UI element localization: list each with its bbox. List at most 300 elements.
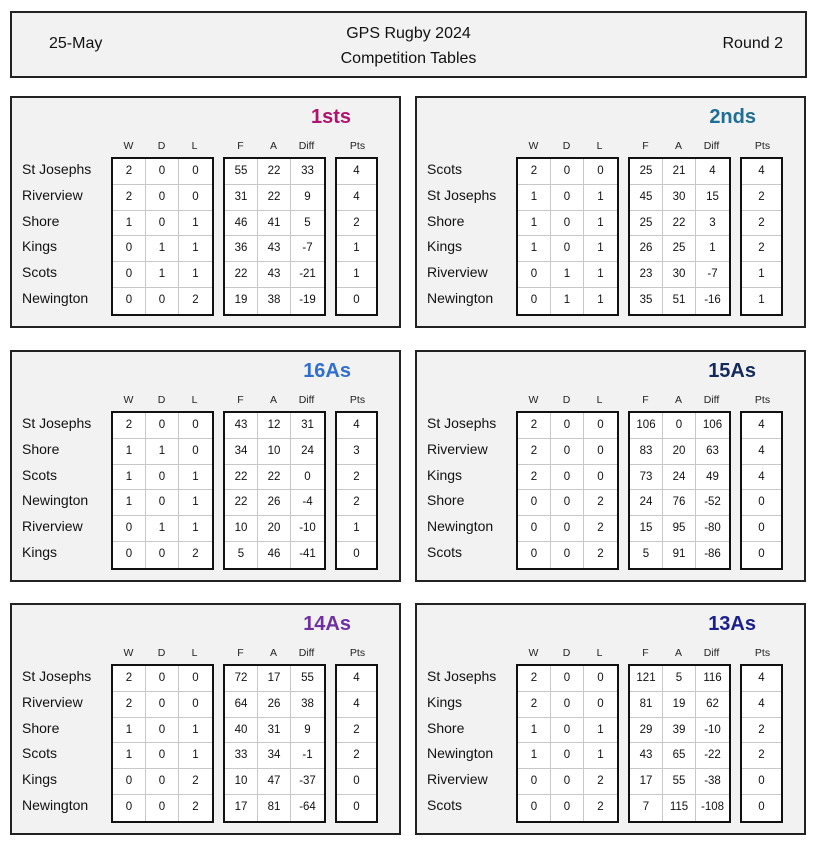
column-header-l: L <box>191 647 198 659</box>
column-header-f: F <box>237 394 244 406</box>
team-name: Kings <box>22 238 58 255</box>
cell-f: 17 <box>225 795 258 821</box>
cell-d: 0 <box>146 718 179 744</box>
column-header-d: D <box>157 394 166 406</box>
team-name: Scots <box>427 543 463 560</box>
cell-pts: 4 <box>742 413 781 439</box>
cell-f: 40 <box>225 718 258 744</box>
team-name: Scots <box>22 466 58 483</box>
column-header-d: D <box>157 140 166 152</box>
score-group <box>223 411 326 570</box>
cell-l: 1 <box>179 718 212 744</box>
cell-w: 2 <box>518 465 551 491</box>
cell-d: 0 <box>146 288 179 314</box>
cell-diff: -10 <box>696 718 729 744</box>
cell-f: 10 <box>225 769 258 795</box>
cell-pts: 4 <box>337 692 376 718</box>
cell-w: 0 <box>518 542 551 568</box>
cell-w: 1 <box>518 718 551 744</box>
cell-pts: 4 <box>337 185 376 211</box>
cell-f: 22 <box>225 465 258 491</box>
cell-a: 38 <box>258 288 291 314</box>
cell-w: 0 <box>518 288 551 314</box>
score-group <box>628 664 731 823</box>
cell-pts: 4 <box>742 465 781 491</box>
cell-pts: 2 <box>742 743 781 769</box>
cell-f: 43 <box>225 413 258 439</box>
cell-w: 0 <box>113 795 146 821</box>
cell-a: 10 <box>258 439 291 465</box>
cell-d: 0 <box>146 465 179 491</box>
cell-w: 0 <box>113 542 146 568</box>
cell-w: 0 <box>113 288 146 314</box>
team-names <box>22 157 91 312</box>
cell-f: 55 <box>225 159 258 185</box>
column-header-a: A <box>269 394 277 406</box>
cell-pts: 2 <box>337 211 376 237</box>
team-name: Scots <box>427 161 463 177</box>
column-header-a: A <box>674 394 682 406</box>
team-names <box>427 664 496 819</box>
team-name: Shore <box>22 440 60 457</box>
cell-d: 0 <box>146 211 179 237</box>
column-header-diff: Diff <box>703 394 720 406</box>
cell-pts: 2 <box>337 718 376 744</box>
cell-f: 7 <box>630 795 663 821</box>
team-names <box>427 411 496 566</box>
cell-l: 2 <box>584 490 617 516</box>
column-header-diff: Diff <box>298 647 315 659</box>
cell-a: 20 <box>258 516 291 542</box>
cell-l: 2 <box>179 769 212 795</box>
cell-l: 1 <box>597 293 604 306</box>
cell-diff: -16 <box>704 293 721 306</box>
cell-d: 0 <box>146 692 179 718</box>
cell-f: 35 <box>630 288 663 314</box>
cell-w: 2 <box>518 439 551 465</box>
cell-diff: 5 <box>291 211 324 237</box>
cell-pts: 2 <box>742 211 781 237</box>
cell-diff: -86 <box>704 547 721 560</box>
cell-l: 1 <box>584 743 617 769</box>
points-group <box>335 411 378 570</box>
team-names <box>427 157 496 312</box>
cell-d: 0 <box>146 743 179 769</box>
cell-diff: -4 <box>291 490 324 516</box>
cell-diff: 49 <box>696 465 729 491</box>
team-name: Kings <box>427 466 463 483</box>
cell-pts: 0 <box>353 547 360 560</box>
column-header-diff: Diff <box>703 647 720 659</box>
cell-diff: -80 <box>696 516 729 542</box>
cell-diff: -1 <box>291 743 324 769</box>
cell-pts: 0 <box>742 769 781 795</box>
cell-pts: 0 <box>758 547 765 560</box>
cell-w: 2 <box>518 159 551 185</box>
cell-pts: 0 <box>353 293 360 306</box>
cell-d: 0 <box>146 795 179 821</box>
team-name: St Josephs <box>22 668 92 684</box>
cell-f: 45 <box>630 185 663 211</box>
cell-pts: 4 <box>337 413 376 439</box>
cell-d: 0 <box>551 743 584 769</box>
cell-a: 19 <box>663 692 696 718</box>
cell-a: 47 <box>258 769 291 795</box>
cell-l: 2 <box>597 547 604 560</box>
cell-l: 0 <box>584 159 617 185</box>
cell-f: 34 <box>225 439 258 465</box>
cell-diff: -52 <box>696 490 729 516</box>
cell-d: 0 <box>551 769 584 795</box>
score-group <box>223 157 326 316</box>
column-header-f: F <box>642 140 649 152</box>
points-group <box>740 157 783 316</box>
cell-f: 24 <box>630 490 663 516</box>
cell-w: 1 <box>113 718 146 744</box>
cell-a: 0 <box>663 413 696 439</box>
team-name: Riverview <box>427 440 488 457</box>
team-name: Kings <box>22 771 58 788</box>
cell-d: 0 <box>551 795 584 821</box>
cell-d: 0 <box>146 542 179 568</box>
cell-l: 1 <box>179 490 212 516</box>
cell-w: 1 <box>518 743 551 769</box>
cell-f: 10 <box>225 516 258 542</box>
cell-d: 0 <box>551 439 584 465</box>
cell-w: 0 <box>113 516 146 542</box>
cell-f: 5 <box>630 542 663 568</box>
team-name: Newington <box>427 518 494 535</box>
cell-w: 2 <box>113 666 146 692</box>
column-header-w: W <box>528 394 539 406</box>
cell-d: 0 <box>146 185 179 211</box>
cell-w: 1 <box>113 211 146 237</box>
column-header-w: W <box>123 394 134 406</box>
cell-pts: 4 <box>742 666 781 692</box>
cell-w: 1 <box>518 211 551 237</box>
cell-f: 25 <box>630 159 663 185</box>
column-header-l: L <box>596 140 603 152</box>
column-header-d: D <box>562 647 571 659</box>
cell-l: 0 <box>584 439 617 465</box>
cell-diff: -19 <box>299 293 316 306</box>
cell-f: 25 <box>630 211 663 237</box>
cell-w: 2 <box>113 159 146 185</box>
column-header-f: F <box>642 647 649 659</box>
column-header-w: W <box>123 647 134 659</box>
page-header <box>10 11 807 78</box>
cell-f: 36 <box>225 236 258 262</box>
cell-diff: 106 <box>696 413 729 439</box>
cell-w: 1 <box>113 743 146 769</box>
cell-pts: 4 <box>742 692 781 718</box>
cell-d: 0 <box>551 236 584 262</box>
table-panel-4 <box>10 603 401 835</box>
cell-pts: 4 <box>337 666 376 692</box>
cell-w: 0 <box>518 262 551 288</box>
cell-a: 43 <box>258 262 291 288</box>
table-panel-5 <box>415 603 806 835</box>
cell-l: 1 <box>584 211 617 237</box>
cell-diff: -37 <box>291 769 324 795</box>
column-header-d: D <box>562 140 571 152</box>
column-header-a: A <box>269 140 277 152</box>
column-header-a: A <box>674 140 682 152</box>
cell-pts: 0 <box>742 490 781 516</box>
cell-d: 0 <box>551 159 584 185</box>
cell-a: 22 <box>258 159 291 185</box>
cell-l: 2 <box>192 800 199 813</box>
cell-diff: 31 <box>291 413 324 439</box>
cell-w: 1 <box>518 236 551 262</box>
cell-l: 1 <box>584 236 617 262</box>
cell-l: 0 <box>179 185 212 211</box>
cell-pts: 4 <box>742 159 781 185</box>
cell-l: 1 <box>584 185 617 211</box>
cell-l: 0 <box>179 666 212 692</box>
column-header-pts: Pts <box>349 140 366 152</box>
cell-d: 0 <box>146 159 179 185</box>
column-header-w: W <box>528 647 539 659</box>
team-names <box>22 411 91 566</box>
cell-w: 0 <box>113 769 146 795</box>
cell-d: 0 <box>551 490 584 516</box>
column-header-w: W <box>123 140 134 152</box>
cell-f: 46 <box>225 211 258 237</box>
cell-l: 0 <box>584 465 617 491</box>
team-names <box>22 664 91 819</box>
cell-a: 25 <box>663 236 696 262</box>
cell-a: 76 <box>663 490 696 516</box>
cell-d: 1 <box>146 262 179 288</box>
team-name: Scots <box>22 264 58 281</box>
cell-pts: 4 <box>742 439 781 465</box>
cell-l: 1 <box>584 262 617 288</box>
cell-w: 2 <box>113 413 146 439</box>
cell-a: 51 <box>663 288 696 314</box>
cell-a: 17 <box>258 666 291 692</box>
cell-d: 0 <box>551 516 584 542</box>
team-name: St Josephs <box>427 186 497 203</box>
team-name: Scots <box>427 796 463 813</box>
record-group <box>516 411 619 570</box>
cell-pts: 2 <box>337 465 376 491</box>
column-header-pts: Pts <box>754 394 771 406</box>
cell-pts: 1 <box>742 262 781 288</box>
cell-f: 23 <box>630 262 663 288</box>
column-header-w: W <box>528 140 539 152</box>
cell-diff: 4 <box>696 159 729 185</box>
cell-a: 22 <box>258 185 291 211</box>
cell-l: 1 <box>179 465 212 491</box>
team-name: Riverview <box>427 771 488 788</box>
cell-f: 64 <box>225 692 258 718</box>
cell-w: 1 <box>113 465 146 491</box>
cell-pts: 2 <box>742 185 781 211</box>
team-name: St Josephs <box>22 415 92 431</box>
table-title: 16As <box>303 360 351 382</box>
cell-diff: -108 <box>700 800 725 813</box>
cell-f: 31 <box>225 185 258 211</box>
cell-pts: 0 <box>353 800 360 813</box>
score-group <box>628 411 731 570</box>
table-title: 14As <box>303 613 351 635</box>
column-header-diff: Diff <box>298 140 315 152</box>
column-header-l: L <box>596 647 603 659</box>
cell-l: 1 <box>179 262 212 288</box>
cell-a: 26 <box>258 692 291 718</box>
cell-d: 0 <box>551 692 584 718</box>
cell-a: 30 <box>663 185 696 211</box>
cell-diff: -64 <box>299 800 316 813</box>
team-name: Scots <box>22 745 58 762</box>
cell-pts: 0 <box>742 516 781 542</box>
cell-w: 2 <box>518 413 551 439</box>
cell-l: 0 <box>584 692 617 718</box>
cell-l: 2 <box>192 547 199 560</box>
cell-d: 1 <box>146 516 179 542</box>
cell-diff: 24 <box>291 439 324 465</box>
cell-l: 0 <box>179 692 212 718</box>
column-header-f: F <box>237 140 244 152</box>
cell-a: 20 <box>663 439 696 465</box>
cell-pts: 3 <box>337 439 376 465</box>
cell-diff: 55 <box>291 666 324 692</box>
cell-l: 0 <box>584 666 617 692</box>
column-header-pts: Pts <box>754 140 771 152</box>
cell-w: 1 <box>113 490 146 516</box>
record-group <box>111 411 214 570</box>
cell-diff: 9 <box>291 718 324 744</box>
cell-f: 33 <box>225 743 258 769</box>
cell-f: 106 <box>630 413 663 439</box>
team-name: Shore <box>427 492 465 509</box>
cell-diff: 62 <box>696 692 729 718</box>
table-panel-3 <box>415 350 806 582</box>
cell-diff: -41 <box>299 547 316 560</box>
cell-w: 2 <box>518 692 551 718</box>
team-name: Shore <box>22 212 60 229</box>
cell-a: 21 <box>663 159 696 185</box>
team-name: Kings <box>427 238 463 255</box>
cell-diff: 15 <box>696 185 729 211</box>
team-name: Riverview <box>22 518 83 535</box>
cell-pts: 0 <box>337 769 376 795</box>
cell-w: 0 <box>518 795 551 821</box>
cell-d: 1 <box>146 236 179 262</box>
page-title <box>12 21 805 71</box>
table-panel-1 <box>415 96 806 328</box>
team-name: Riverview <box>22 186 83 203</box>
cell-l: 0 <box>179 439 212 465</box>
cell-w: 0 <box>113 236 146 262</box>
cell-w: 1 <box>518 185 551 211</box>
cell-f: 72 <box>225 666 258 692</box>
cell-a: 5 <box>663 666 696 692</box>
cell-a: 24 <box>663 465 696 491</box>
cell-f: 26 <box>630 236 663 262</box>
cell-diff: -21 <box>291 262 324 288</box>
cell-pts: 2 <box>337 743 376 769</box>
cell-a: 12 <box>258 413 291 439</box>
cell-d: 0 <box>551 413 584 439</box>
cell-diff: -22 <box>696 743 729 769</box>
cell-l: 2 <box>597 800 604 813</box>
cell-diff: 9 <box>291 185 324 211</box>
cell-l: 0 <box>179 413 212 439</box>
points-group <box>740 664 783 823</box>
column-header-pts: Pts <box>349 394 366 406</box>
cell-a: 39 <box>663 718 696 744</box>
cell-d: 1 <box>551 288 584 314</box>
title-line-2: Competition Tables <box>340 50 477 67</box>
cell-w: 0 <box>113 262 146 288</box>
team-name: Shore <box>427 719 465 736</box>
cell-f: 81 <box>630 692 663 718</box>
column-header-a: A <box>269 647 277 659</box>
column-header-pts: Pts <box>754 647 771 659</box>
cell-l: 2 <box>584 516 617 542</box>
cell-w: 0 <box>518 490 551 516</box>
cell-w: 2 <box>113 692 146 718</box>
team-name: Riverview <box>427 264 488 281</box>
cell-diff: 63 <box>696 439 729 465</box>
column-header-l: L <box>191 140 198 152</box>
cell-f: 5 <box>225 542 258 568</box>
team-name: Kings <box>427 693 463 710</box>
cell-diff: 38 <box>291 692 324 718</box>
cell-diff: 0 <box>291 465 324 491</box>
team-name: Newington <box>427 289 494 306</box>
cell-pts: 2 <box>337 490 376 516</box>
cell-diff: -10 <box>291 516 324 542</box>
table-panel-2 <box>10 350 401 582</box>
cell-d: 1 <box>146 439 179 465</box>
score-group <box>223 664 326 823</box>
cell-diff: 116 <box>696 666 729 692</box>
round-label: Round 2 <box>722 35 783 52</box>
cell-pts: 4 <box>337 159 376 185</box>
team-name: Newington <box>427 745 494 762</box>
cell-diff: -7 <box>696 262 729 288</box>
cell-a: 26 <box>258 490 291 516</box>
cell-d: 0 <box>551 211 584 237</box>
column-header-a: A <box>674 647 682 659</box>
cell-l: 0 <box>179 159 212 185</box>
record-group <box>111 157 214 316</box>
cell-a: 22 <box>258 465 291 491</box>
cell-d: 0 <box>551 718 584 744</box>
cell-pts: 2 <box>742 236 781 262</box>
team-name: Newington <box>22 796 89 813</box>
cell-w: 2 <box>518 666 551 692</box>
cell-a: 81 <box>258 795 291 821</box>
points-group <box>335 157 378 316</box>
cell-a: 95 <box>663 516 696 542</box>
cell-a: 43 <box>258 236 291 262</box>
team-name: Newington <box>22 289 89 306</box>
cell-d: 0 <box>146 769 179 795</box>
cell-diff: 33 <box>291 159 324 185</box>
cell-l: 0 <box>584 413 617 439</box>
record-group <box>516 157 619 316</box>
cell-f: 43 <box>630 743 663 769</box>
column-header-d: D <box>562 394 571 406</box>
match-date: 25-May <box>49 35 103 52</box>
cell-f: 15 <box>630 516 663 542</box>
title-line-1: GPS Rugby 2024 <box>346 25 471 42</box>
cell-f: 73 <box>630 465 663 491</box>
